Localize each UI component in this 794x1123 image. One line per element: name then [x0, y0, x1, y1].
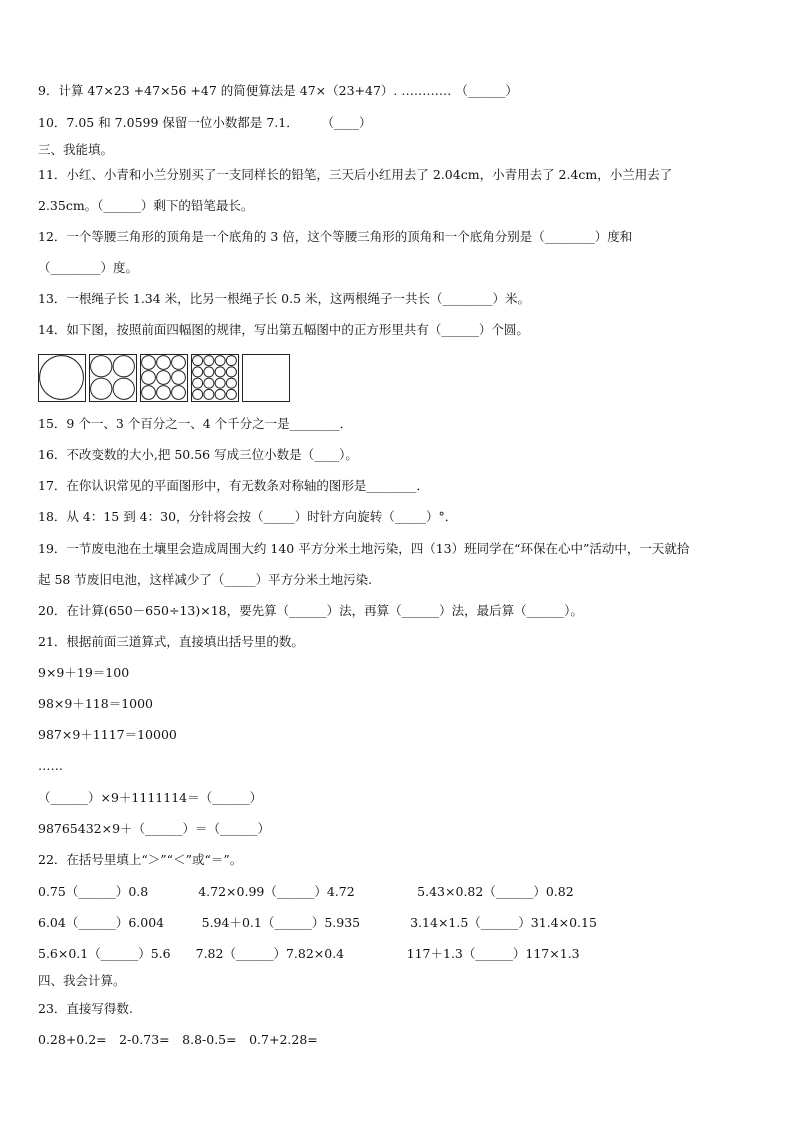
square-1: [38, 354, 86, 402]
circle: [40, 356, 84, 400]
line-q9: 9．计算 47×23 +47×56 +47 的简便算法是 47×（23+47）. ………… （______）: [38, 83, 518, 98]
line-q21-blank1: （______）×9＋1111114＝（______）: [38, 790, 263, 805]
line-q20: 20．在计算(650－650÷13)×18，要先算（______）法，再算（______）法，最后算（______）。: [38, 603, 583, 618]
circle-grid-2: [90, 355, 135, 400]
circle: [91, 378, 112, 399]
line-q22: 22．在括号里填上“＞”“＜”或“＝”。: [38, 852, 243, 867]
line-q22-row2: 6.04（______）6.004 5.94＋0.1（______）5.935 3.14×1.5（______）31.4×0.15: [38, 915, 597, 930]
circle-grid-4: [192, 355, 237, 400]
line-q21-ellipsis: ……: [38, 758, 63, 773]
circle: [142, 371, 156, 385]
line-q23-problems: 0.28+0.2= 2-0.73= 8.8-0.5= 0.7+2.28=: [38, 1032, 318, 1047]
circle-grid-3: [141, 355, 186, 400]
line-q21-blank2: 98765432×9＋（______）＝（______）: [38, 821, 271, 836]
circle: [215, 356, 225, 366]
circle: [172, 386, 186, 400]
section-3-heading: 三、我能填。: [38, 142, 114, 157]
circle: [142, 356, 156, 370]
circle: [193, 389, 203, 399]
circle-grid-1: [39, 355, 84, 400]
line-q19b: 起 58 节废旧电池，这样减少了（_____）平方分米土地污染.: [38, 572, 373, 587]
circle-pattern-figure: [38, 354, 290, 402]
circle: [113, 356, 134, 377]
line-q23: 23．直接写得数.: [38, 1001, 133, 1016]
circle: [157, 356, 171, 370]
circle: [204, 378, 214, 388]
line-q12a: 12．一个等腰三角形的顶角是一个底角的 3 倍，这个等腰三角形的顶角和一个底角分别是（________）度和: [38, 229, 633, 244]
line-q16: 16．不改变数的大小,把 50.56 写成三位小数是（____）。: [38, 447, 358, 462]
line-q17: 17．在你认识常见的平面图形中，有无数条对称轴的图形是________．: [38, 478, 429, 493]
circle: [193, 367, 203, 377]
circle: [204, 356, 214, 366]
circle: [193, 378, 203, 388]
line-q19a: 19．一节废电池在土壤里会造成周围大约 140 平方分米土地污染，四（13）班同学在“环保在心中”活动中，一天就拾: [38, 541, 690, 556]
circle: [142, 386, 156, 400]
line-q13: 13．一根绳子长 1.34 米，比另一根绳子长 0.5 米，这两根绳子一共长（________）米。: [38, 291, 531, 306]
line-q21-eq2: 98×9＋118＝1000: [38, 696, 154, 711]
circle: [172, 371, 186, 385]
circle: [215, 389, 225, 399]
line-q21-eq1: 9×9＋19＝100: [38, 665, 130, 680]
line-q21-eq3: 987×9＋1117＝10000: [38, 727, 177, 742]
circle: [226, 356, 236, 366]
line-q11a: 11．小红、小青和小兰分别买了一支同样长的铅笔，三天后小红用去了 2.04cm，小青用去了 2.4cm，小兰用去了: [38, 167, 673, 182]
line-q22-row3: 5.6×0.1（______）5.6 7.82（______）7.82×0.4 117＋1.3（______）117×1.3: [38, 946, 580, 961]
line-q22-row1: 0.75（______）0.8 4.72×0.99（______）4.72 5.43×0.82（______）0.82: [38, 884, 574, 899]
circle: [91, 356, 112, 377]
section-4-heading: 四、我会计算。: [38, 973, 126, 988]
circle: [215, 378, 225, 388]
line-q15: 15．9 个一、3 个百分之一、4 个千分之一是________．: [38, 416, 353, 431]
circle: [113, 378, 134, 399]
circle: [204, 367, 214, 377]
line-q21: 21．根据前面三道算式，直接填出括号里的数。: [38, 634, 304, 649]
circle: [157, 386, 171, 400]
circle: [215, 367, 225, 377]
line-q14: 14．如下图，按照前面四幅图的规律，写出第五幅图中的正方形里共有（______）个圆。: [38, 322, 529, 337]
circle: [204, 389, 214, 399]
circle: [226, 389, 236, 399]
circle: [172, 356, 186, 370]
circle: [226, 367, 236, 377]
circle: [157, 371, 171, 385]
square-3: [140, 354, 188, 402]
line-q10: 10．7.05 和 7.0599 保留一位小数都是 7.1． （____）: [38, 115, 372, 130]
square-2: [89, 354, 137, 402]
line-q12b: （________）度。: [38, 260, 139, 275]
line-q11b: 2.35cm。（______）剩下的铅笔最长。: [38, 198, 254, 213]
square-5-empty: [242, 354, 290, 402]
line-q18: 18．从 4：15 到 4：30，分针将会按（_____）时针方向旋转（_____）°．: [38, 509, 458, 524]
circle: [226, 378, 236, 388]
square-4: [191, 354, 239, 402]
circle: [193, 356, 203, 366]
